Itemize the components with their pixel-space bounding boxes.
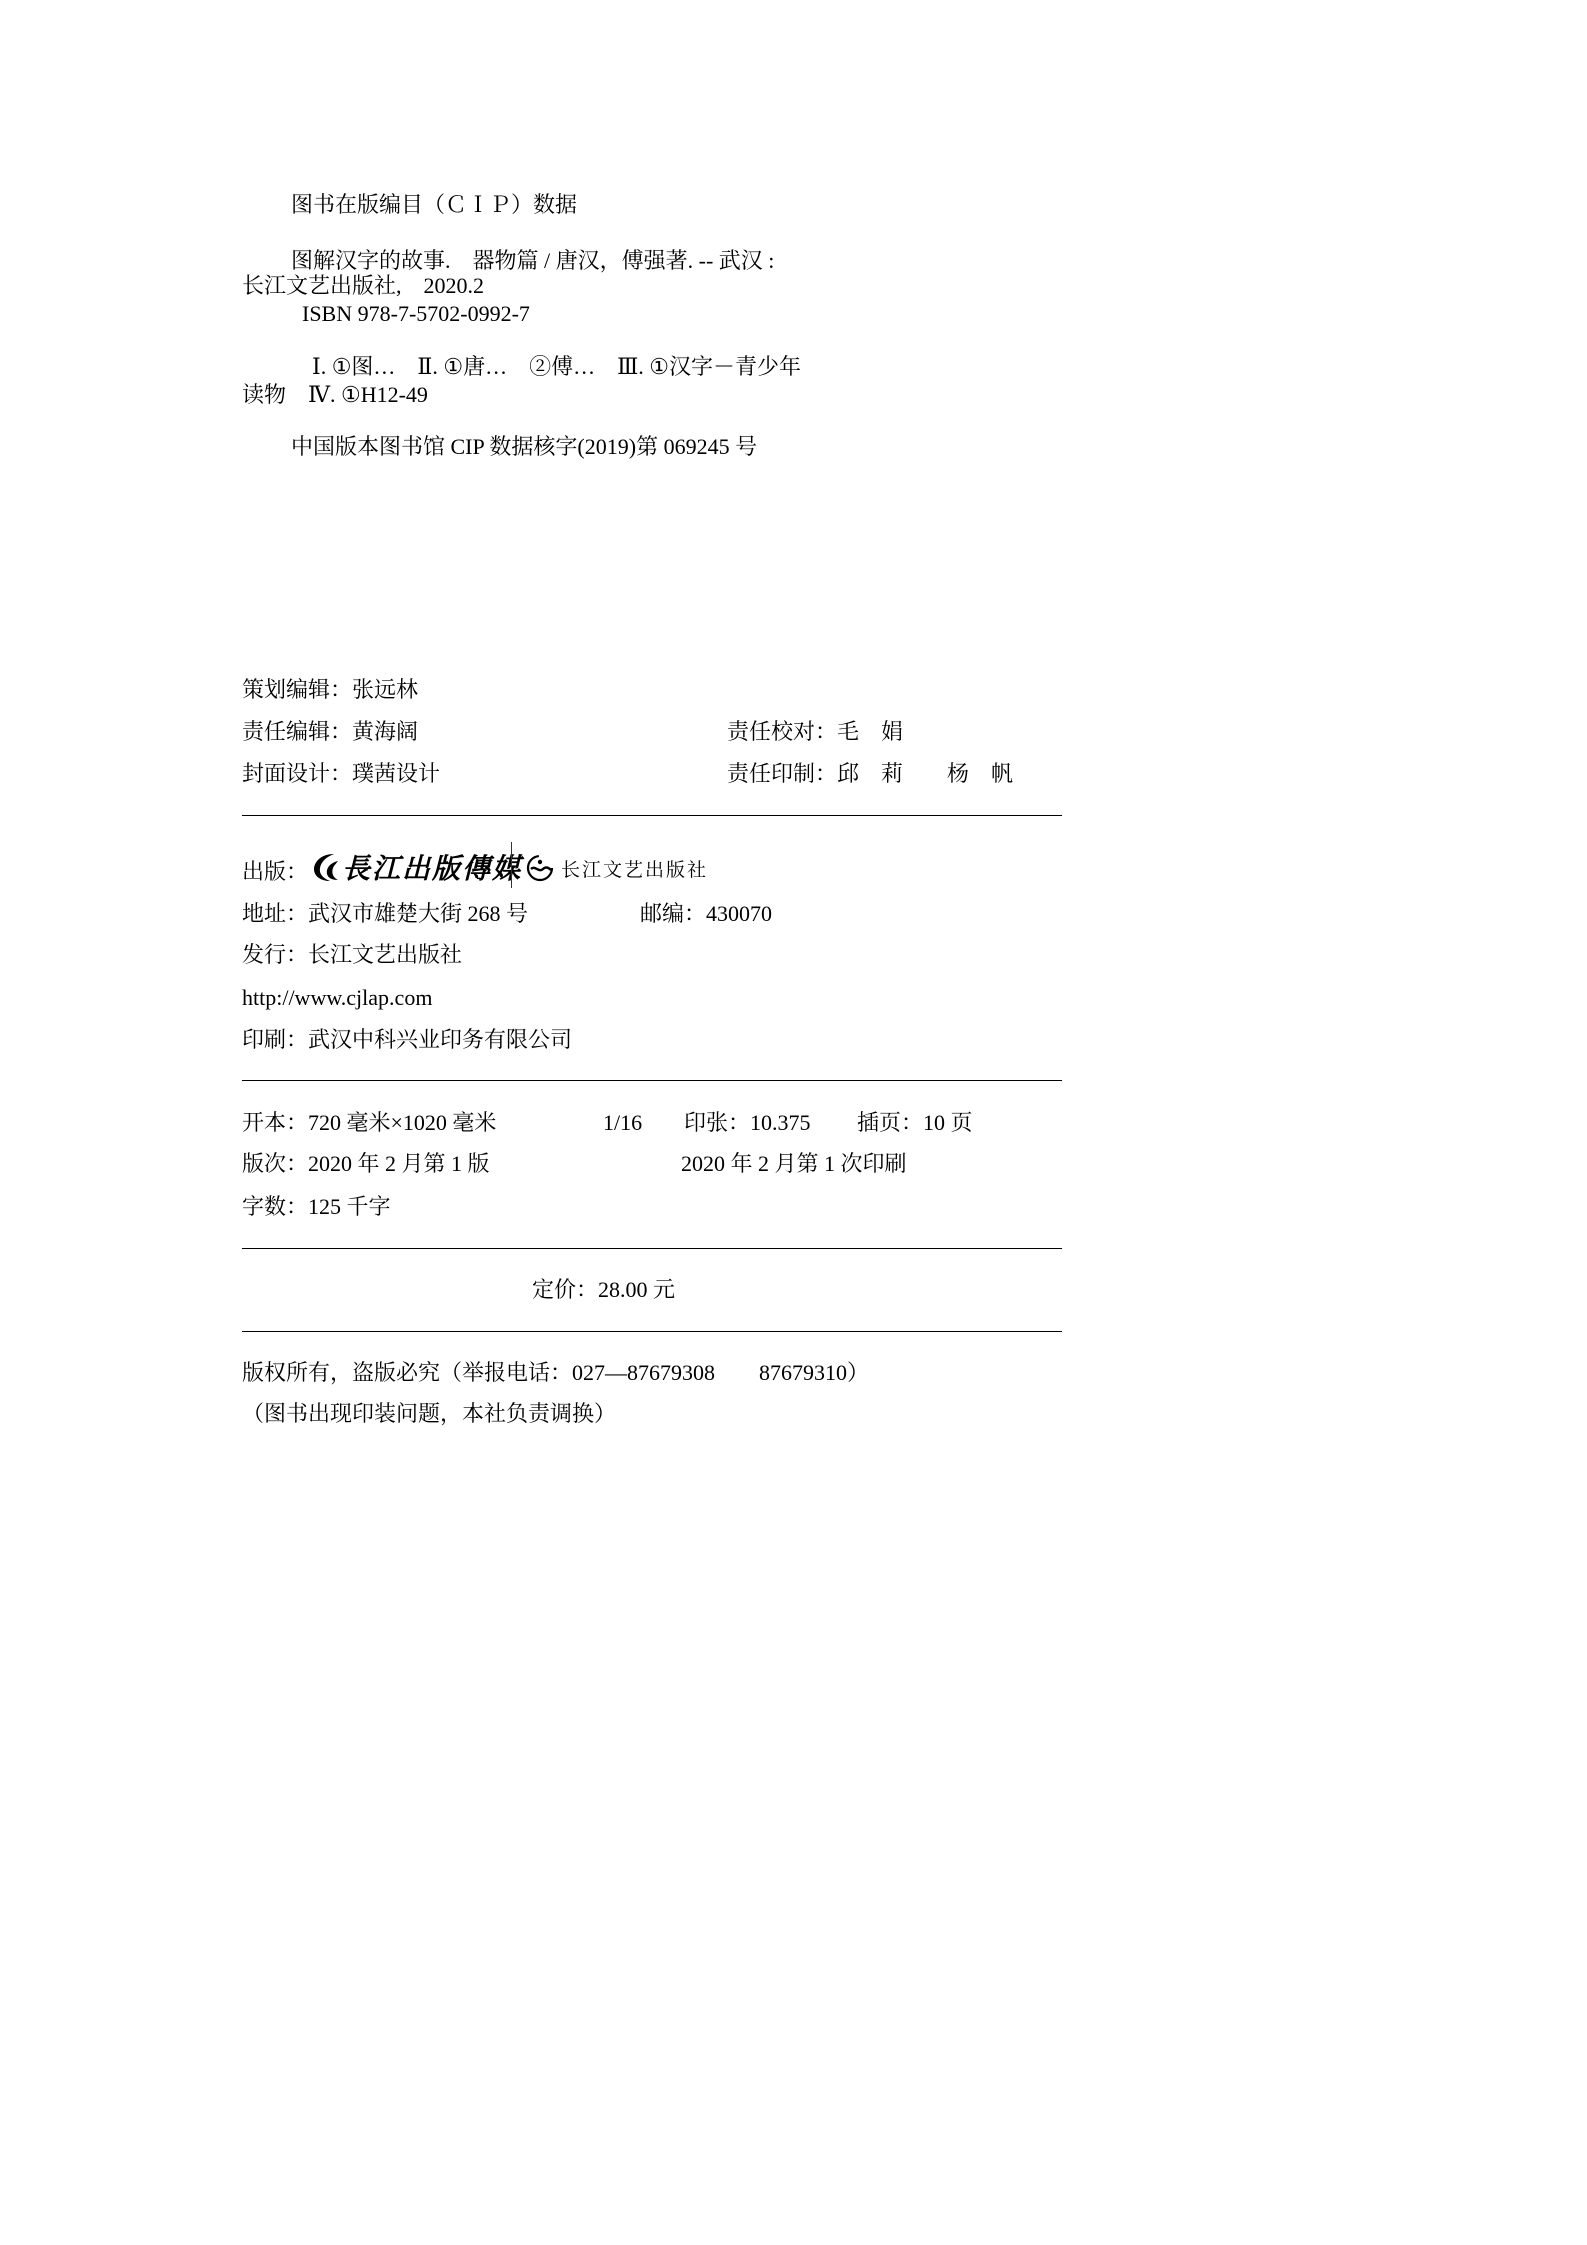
printed-sheets: 印张：10.375: [684, 1110, 811, 1135]
format: 开本：720 毫米×1020 毫米: [242, 1110, 497, 1135]
logo-divider: [511, 842, 512, 888]
website: http://www.cjlap.com: [242, 985, 433, 1010]
distributor: 发行：长江文艺出版社: [242, 942, 463, 967]
divider: [242, 1080, 1062, 1081]
fold: 1/16: [603, 1110, 643, 1135]
print-supervisor: 责任印制：邱 莉 杨 帆: [727, 761, 1014, 786]
publisher-label: 出版：: [242, 859, 309, 884]
cip-number: 中国版本图书馆 CIP 数据核字(2019)第 069245 号: [291, 434, 758, 459]
edition: 版次：2020 年 2 月第 1 版: [242, 1151, 490, 1176]
inserts: 插页：10 页: [857, 1110, 973, 1135]
planning-editor: 策划编辑：张远林: [242, 677, 419, 702]
cover-design: 封面设计：璞茜设计: [242, 761, 441, 786]
address: 地址：武汉市雄楚大街 268 号: [242, 901, 529, 926]
press-emblem-icon: [525, 853, 555, 883]
cip-class-2: 读物 Ⅳ. ①H12-49: [242, 382, 428, 407]
divider: [242, 815, 1062, 816]
price: 定价：28.00 元: [532, 1277, 676, 1302]
divider: [242, 1331, 1062, 1332]
printer: 印刷：武汉中科兴业印务有限公司: [242, 1027, 573, 1052]
press-logotype: 长江文艺出版社: [561, 858, 709, 881]
cip-title: 图书在版编目（ＣＩＰ）数据: [291, 192, 578, 217]
changjiang-literature-press-logo-icon: [525, 852, 708, 884]
quality-notice: （图书出现印装问题，本社负责调换）: [242, 1401, 617, 1426]
copyright-notice: 版权所有，盗版必究（举报电话：027—87679308 87679310）: [242, 1360, 870, 1385]
isbn: ISBN 978-7-5702-0992-7: [302, 301, 530, 326]
responsible-editor: 责任编辑：黄海阔: [242, 719, 419, 744]
proofreader: 责任校对：毛 娟: [727, 719, 904, 744]
cip-line-2: 长江文艺出版社, 2020.2: [242, 273, 485, 298]
media-group-logotype: 長江出版傳媒: [342, 852, 523, 885]
word-count: 字数：125 千字: [242, 1194, 391, 1219]
changjiang-media-logo-icon: [312, 846, 522, 888]
printing: 2020 年 2 月第 1 次印刷: [681, 1151, 907, 1176]
crescent-mark-icon: [312, 851, 342, 883]
postcode: 邮编：430070: [640, 901, 773, 926]
divider: [242, 1248, 1062, 1249]
cip-class-1: Ⅰ. ①图… Ⅱ. ①唐… ②傅… Ⅲ. ①汉字－青少年: [312, 354, 802, 379]
cip-line-1: 图解汉字的故事. 器物篇 / 唐汉，傅强著. -- 武汉 :: [291, 248, 775, 273]
